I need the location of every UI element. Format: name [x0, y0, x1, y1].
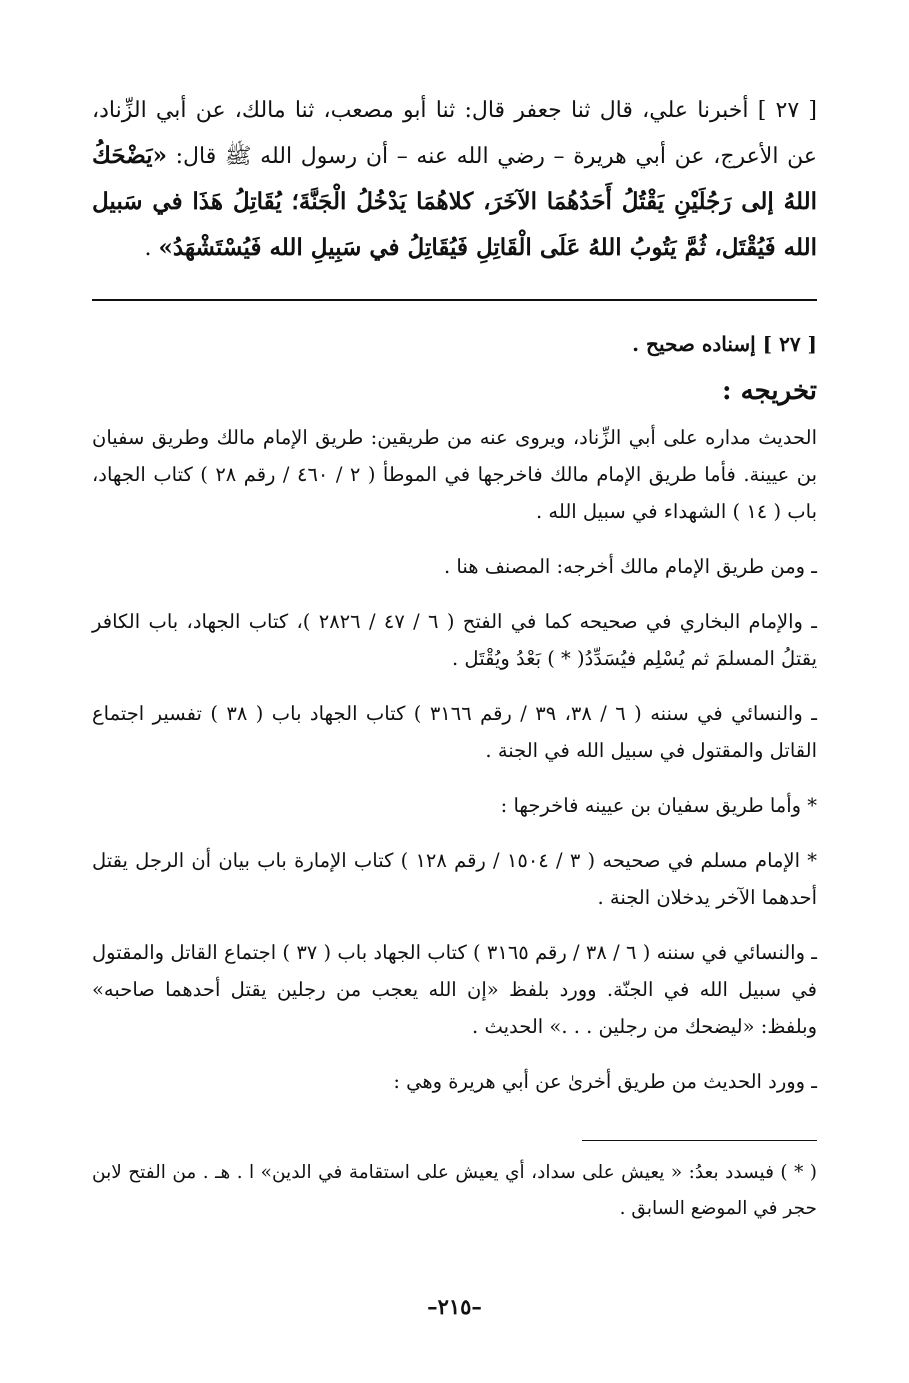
takhrij-heading: تخريجه : [722, 376, 817, 406]
page-number: –٢١٥– [427, 1294, 482, 1319]
footnote-divider [582, 1140, 817, 1141]
footnote: ( * ) فيسدد بعدُ: « يعيش على سداد، أي يعيش على استقامة في الدين» ا . هـ . من الفتح لابن حجر في الموضع السابق . [92, 1162, 817, 1219]
takhrij-paragraph: ـ والنسائي في سننه ( ٦ / ٣٨، ٣٩ / رقم ٣١٦٦ ) كتاب الجهاد باب ( ٣٨ ) تفسير اجتماع القاتل والمقتول في سبيل الله في الجنة . [92, 702, 817, 762]
hadith-end: . [144, 236, 159, 261]
takhrij-paragraph: الحديث مداره على أبي الزِّناد، ويروى عنه من طريقين: طريق الإمام مالك وطريق سفيان بن عيينة. فأما طريق الإمام مالك فاخرجها في الموطأ ( ٢ / ٤٦٠ / رقم ٢٨ ) كتاب الجهاد، باب ( ١٤ ) الشهداء في سبيل الله . [92, 426, 818, 523]
takhrij-paragraph: * الإمام مسلم في صحيحه ( ٣ / ١٥٠٤ / رقم ١٢٨ ) كتاب الإمارة باب بيان أن الرجل يقتل أحدهما الآخر يدخلان الجنة . [92, 849, 818, 909]
takhrij-paragraph: ـ والنسائي في سننه ( ٦ / ٣٨ / رقم ٣١٦٥ ) كتاب الجهاد باب ( ٣٧ ) اجتماع القاتل والمقتول في سبيل الله في الجنّة. وورد بلفظ «إن الله يعجب من رجلين يقتل أحدهما صاحبه» وبلفظ: «ليضحك من رجلين . . .» الحديث . [92, 941, 817, 1038]
hadith-text [92, 88, 817, 271]
hadith-quote: «يَضْحَكُ اللهُ إلى رَجُلَيْنِ يَقْتُلُ أَحَدُهُمَا الآخَرَ، كلاهُمَا يَدْخُلُ الْجَنَّةَ؛ يُقَاتِلُ هَذَا في سَبيل الله فَيُقْتَل، ثُمَّ يَتُوبُ اللهُ عَلَى الْقَاتِلِ فَيُقَاتِلُ في سَبِيلِ الله فَيُسْتَشْهَدُ» [92, 142, 817, 261]
takhrij-paragraph: ـ ومن طريق الإمام مالك أخرجه: المصنف هنا . [444, 555, 817, 578]
isnad-note: [ ٢٧ ] إسناده صحيح . [632, 332, 817, 356]
takhrij-paragraph: * وأما طريق سفيان بن عيينه فاخرجها : [500, 794, 817, 817]
main-divider [92, 299, 817, 301]
takhrij-paragraph: ـ والإمام البخاري في صحيحه كما في الفتح ( ٦ / ٤٧ / ٢٨٢٦ )، كتاب الجهاد، باب الكافر يقتلُ المسلمَ ثم يُسْلِم فيُسَدِّدُ( * ) بَعْدُ ويُقْتَل . [92, 610, 818, 670]
takhrij-paragraph: ـ وورد الحديث من طريق أخرىٰ عن أبي هريرة وهي : [393, 1070, 817, 1093]
hadith-chain: [ ٢٧ ] أخبرنا علي، قال ثنا جعفر قال: ثنا أبو مصعب، ثنا مالك، عن أبي الزِّناد، عن الأعرج، عن أبي هريرة – رضي الله عنه – أن رسول الله ﷺ قال: [92, 98, 817, 169]
